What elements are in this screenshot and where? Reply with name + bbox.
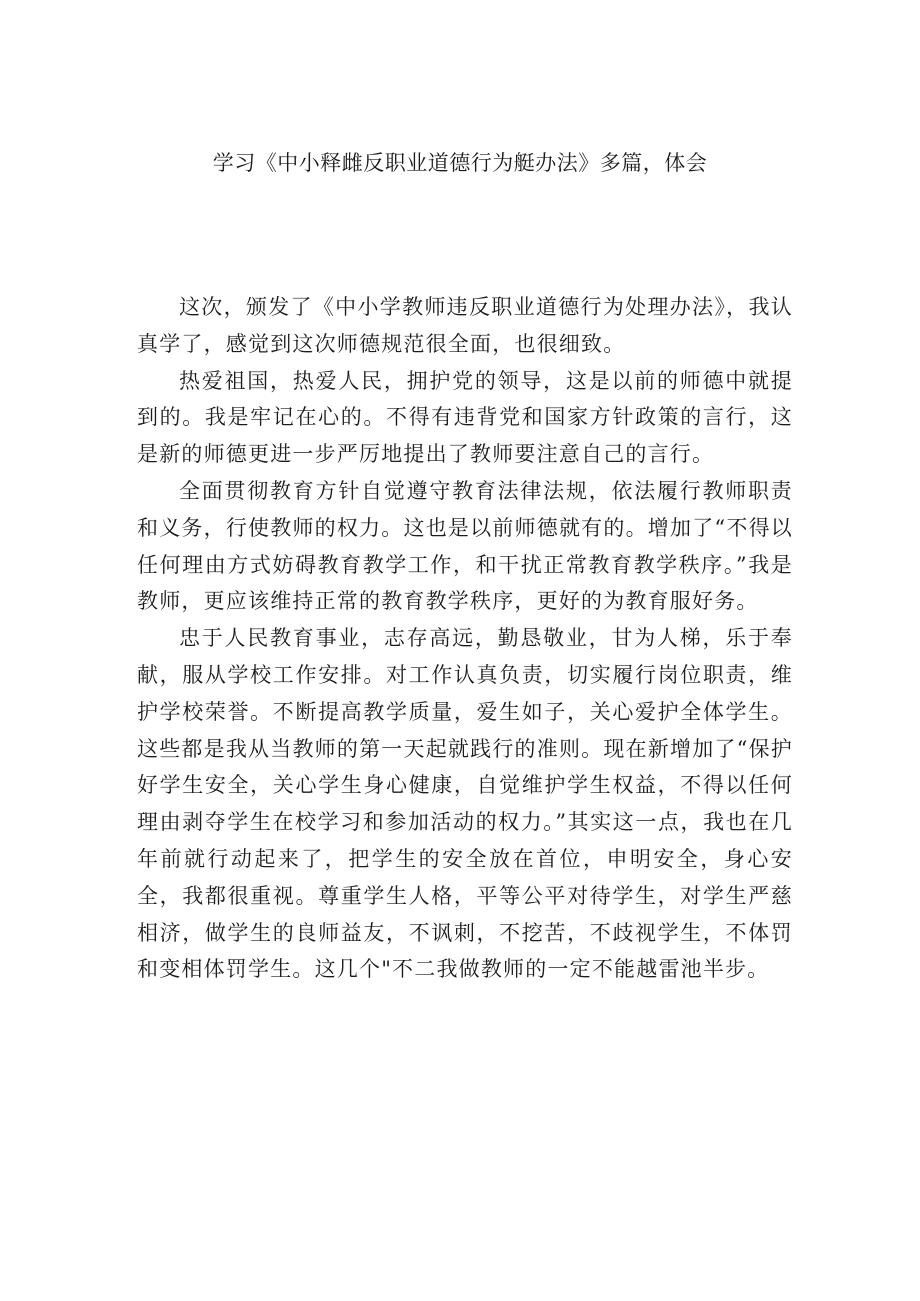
paragraph: 全面贯彻教育方针自觉遵守教育法律法规，依法履行教师职责和义务，行使教师的权力。这也是以前师德就有的。增加了“不得以任何理由方式妨碍教育教学工作，和干扰正常教育教学秩序。”我是教师，更应该维持正常的教育教学秩序，更好的为教育服好务。 bbox=[137, 478, 793, 614]
document-title: 学习《中小释雌反职业道德行为艇办法》多篇，体会 bbox=[212, 151, 708, 175]
paragraph: 忠于人民教育事业，志存高远，勤恳敬业，甘为人梯，乐于奉献，服从学校工作安排。对工作认真负责，切实履行岗位职责，维护学校荣誉。不断提高教学质量，爱生如子，关心爱护全体学生。这些都是我从当教师的第一天起就践行的准则。现在新增加了“保护好学生安全，关心学生身心健康，自觉维护学生权益，不得以任何理由剥夺学生在校学习和参加活动的权力。”其实这一点，我也在几年前就行动起来了，把学生的安全放在首位，申明安全，身心安全，我都很重视。尊重学生人格，平等公平对待学生，对学生严慈相济，做学生的良师益友，不讽刺，不挖苦，不歧视学生，不体罚和变相体罚学生。这几个"不二我做教师的一定不能越雷池半步。 bbox=[137, 626, 793, 982]
document-body bbox=[137, 289, 793, 988]
paragraph: 这次，颁发了《中小学教师违反职业道德行为处理办法》，我认真学了，感觉到这次师德规范很全面，也很细致。 bbox=[137, 295, 793, 356]
paragraph: 热爱祖国，热爱人民，拥护党的领导，这是以前的师德中就提到的。我是牢记在心的。不得有违背党和国家方针政策的言行，这是新的师德更进一步严厉地提出了教师要注意自己的言行。 bbox=[137, 368, 793, 467]
